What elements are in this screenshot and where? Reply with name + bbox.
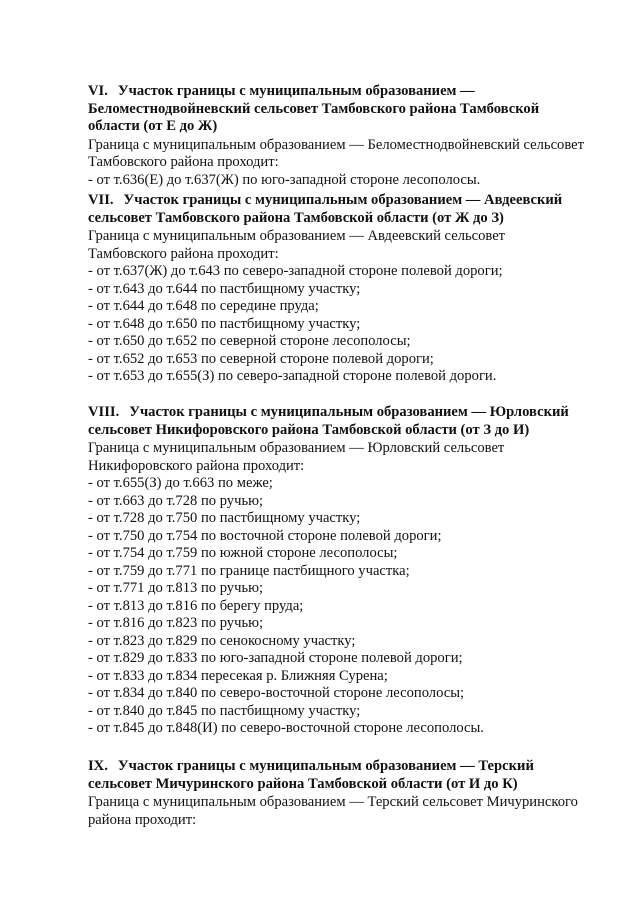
list-item: - от т.650 до т.652 по северной стороне лесополосы; bbox=[88, 333, 411, 349]
list-item: - от т.813 до т.816 по берегу пруда; bbox=[88, 597, 304, 614]
intro-line: Граница с муниципальным образованием — Юрловский сельсовет bbox=[88, 440, 505, 456]
list-item: - от т.833 до т.834 пересекая р. Ближняя Сурена; bbox=[88, 667, 388, 684]
list-item: - от т.655(З) до т.663 по меже; bbox=[88, 475, 273, 491]
list-item: - от т.840 до т.845 по пастбищному участку; bbox=[88, 702, 361, 719]
intro-line: Граница с муниципальным образованием — Беломестнодвойневский сельсовет bbox=[88, 136, 585, 153]
heading-line: Участок границы с муниципальным образованием — Авдеевский bbox=[123, 192, 563, 208]
intro-line: Тамбовского района проходит: bbox=[88, 245, 279, 262]
section-intro bbox=[88, 440, 608, 475]
list-item: - от т.643 до т.644 по пастбищному участку; bbox=[88, 280, 361, 297]
heading-line: области (от Е до Ж) bbox=[88, 118, 218, 134]
section-number: VI. bbox=[88, 83, 108, 99]
list-item: - от т.652 до т.653 по северной стороне полевой дороги; bbox=[88, 350, 434, 367]
list-item: - от т.637(Ж) до т.643 по северо-западной стороне полевой дороги; bbox=[88, 263, 503, 279]
section-heading bbox=[88, 192, 608, 210]
heading-line: сельсовет Мичуринского района Тамбовской области (от И до К) bbox=[88, 775, 518, 792]
boundary-list bbox=[88, 263, 608, 386]
section-heading bbox=[88, 83, 608, 101]
section-ix bbox=[88, 758, 608, 829]
section-heading bbox=[88, 404, 608, 422]
list-item: - от т.648 до т.650 по пастбищному участку; bbox=[88, 315, 361, 332]
heading-line: Беломестнодвойневский сельсовет Тамбовского района Тамбовской bbox=[88, 100, 540, 117]
heading-line: Участок границы с муниципальным образованием — Юрловский bbox=[129, 404, 569, 420]
heading-line: Участок границы с муниципальным образованием — bbox=[117, 83, 475, 99]
list-item: - от т.759 до т.771 по границе пастбищного участка; bbox=[88, 562, 410, 579]
section-heading bbox=[88, 758, 608, 776]
heading-line: Участок границы с муниципальным образованием — Терский bbox=[117, 758, 534, 774]
list-item: - от т.834 до т.840 по северо-восточной стороне лесополосы; bbox=[88, 685, 465, 701]
list-item: - от т.823 до т.829 по сенокосному участку; bbox=[88, 632, 356, 649]
section-intro bbox=[88, 228, 608, 263]
boundary-list bbox=[88, 475, 608, 738]
list-item: - от т.829 до т.833 по юго-западной стороне полевой дороги; bbox=[88, 650, 463, 666]
list-item: - от т.754 до т.759 по южной стороне лесополосы; bbox=[88, 545, 398, 561]
intro-line: Граница с муниципальным образованием — Авдеевский сельсовет bbox=[88, 228, 506, 244]
section-intro bbox=[88, 137, 608, 172]
section-intro bbox=[88, 794, 608, 829]
section-vi bbox=[88, 83, 608, 189]
boundary-list bbox=[88, 172, 608, 190]
intro-line: Тамбовского района проходит: bbox=[88, 154, 279, 170]
section-number: VIII. bbox=[88, 404, 120, 420]
list-item: - от т.816 до т.823 по ручью; bbox=[88, 615, 264, 631]
list-item: - от т.653 до т.655(З) по северо-западной стороне полевой дороги. bbox=[88, 368, 497, 384]
section-vii bbox=[88, 192, 608, 386]
list-item: - от т.771 до т.813 по ручью; bbox=[88, 580, 264, 596]
intro-line: района проходит: bbox=[88, 811, 197, 828]
list-item: - от т.750 до т.754 по восточной стороне полевой дороги; bbox=[88, 527, 442, 544]
list-item: - от т.663 до т.728 по ручью; bbox=[88, 492, 264, 509]
section-number: VII. bbox=[88, 192, 114, 208]
heading-line: сельсовет Никифоровского района Тамбовской области (от З до И) bbox=[88, 421, 530, 438]
section-viii bbox=[88, 404, 608, 738]
list-item: - от т.845 до т.848(И) по северо-восточной стороне лесополосы. bbox=[88, 720, 484, 736]
list-item: - от т.728 до т.750 по пастбищному участку; bbox=[88, 510, 361, 526]
list-item: - от т.636(Е) до т.637(Ж) по юго-западной стороне лесополосы. bbox=[88, 171, 481, 188]
section-number: IX. bbox=[88, 758, 108, 774]
heading-line: сельсовет Тамбовского района Тамбовской области (от Ж до З) bbox=[88, 209, 504, 226]
intro-line: Граница с муниципальным образованием — Терский сельсовет Мичуринского bbox=[88, 794, 578, 810]
list-item: - от т.644 до т.648 по середине пруда; bbox=[88, 298, 319, 314]
intro-line: Никифоровского района проходит: bbox=[88, 457, 305, 474]
